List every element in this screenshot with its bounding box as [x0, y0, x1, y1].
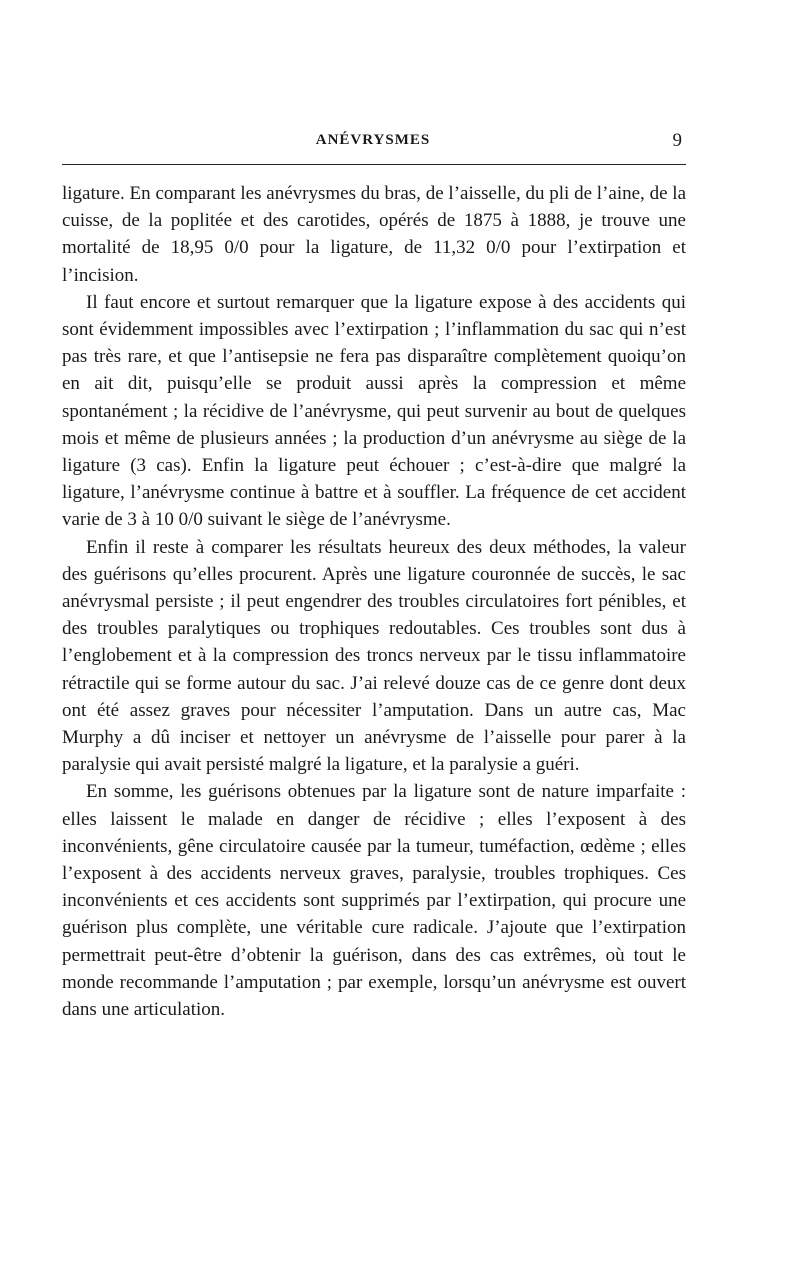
- header-rule: [62, 164, 686, 165]
- page-header: [62, 128, 684, 158]
- paragraph-4: En somme, les guérisons obtenues par la ligature sont de nature imparfaite : elles laissent le malade en danger de récidive ; elles l’exposent à des inconvénients, gêne circulatoire causée par la tumeur, tuméfaction, œdème ; elles l’exposent à des accidents nerveux graves, paralysie, troubles trophiques. Ces inconvénients et ces accidents sont supprimés par l’extirpation, qui procure une guérison plus complète, une véritable cure radicale. J’ajoute que l’extirpation permettrait peut-être d’obtenir la guérison, dans des cas extrêmes, où tout le monde recommande l’amputation ; par exemple, lorsqu’un anévrysme est ouvert dans une articulation.: [62, 781, 686, 1021]
- running-title: ANÉVRYSMES: [315, 132, 431, 148]
- page-number: 9: [672, 130, 682, 151]
- body-text: [62, 180, 686, 1023]
- paragraph-1: ligature. En comparant les anévrysmes du bras, de l’aisselle, du pli de l’aine, de la cuisse, de la poplitée et des carotides, opérés de 1875 à 1888, je trouve une mortalité de 18,95 0/0 pour la ligature, de 11,32 0/0 pour l’extirpation et l’incision.: [62, 183, 686, 286]
- paragraph-2: Il faut encore et surtout remarquer que la ligature expose à des accidents qui sont évidemment impossibles avec l’extirpation ; l’inflammation du sac qui n’est pas très rare, et que l’antisepsie ne fera pas disparaître complètement quoiqu’on en ait dit, puisqu’elle se produit aussi après la compression et même spontanément ; la récidive de l’anévrysme, qui peut survenir au bout de quelques mois et même de plusieurs années ; la production d’un anévrysme au siège de la ligature (3 cas). Enfin la ligature peut échouer ; c’est-à-dire que malgré la ligature, l’anévrysme continue à battre et à souffler. La fréquence de cet accident varie de 3 à 10 0/0 suivant le siège de l’anévrysme.: [62, 291, 686, 531]
- paragraph-3: Enfin il reste à comparer les résultats heureux des deux méthodes, la valeur des guérisons qu’elles procurent. Après une ligature couronnée de succès, le sac anévrysmal persiste ; il peut engendrer des troubles circulatoires fort pénibles, et des troubles paralytiques ou trophiques redoutables. Ces troubles sont dus à l’englobement et à la compression des troncs nerveux par le tissu inflammatoire rétractile qui se forme autour du sac. J’ai relevé douze cas de ce genre dont deux ont été assez graves pour nécessiter l’amputation. Dans un autre cas, Mac Murphy a dû inciser et nettoyer un anévrysme de l’aisselle pour parer à la paralysie qui avait persisté malgré la ligature, et la paralysie a guéri.: [62, 536, 686, 776]
